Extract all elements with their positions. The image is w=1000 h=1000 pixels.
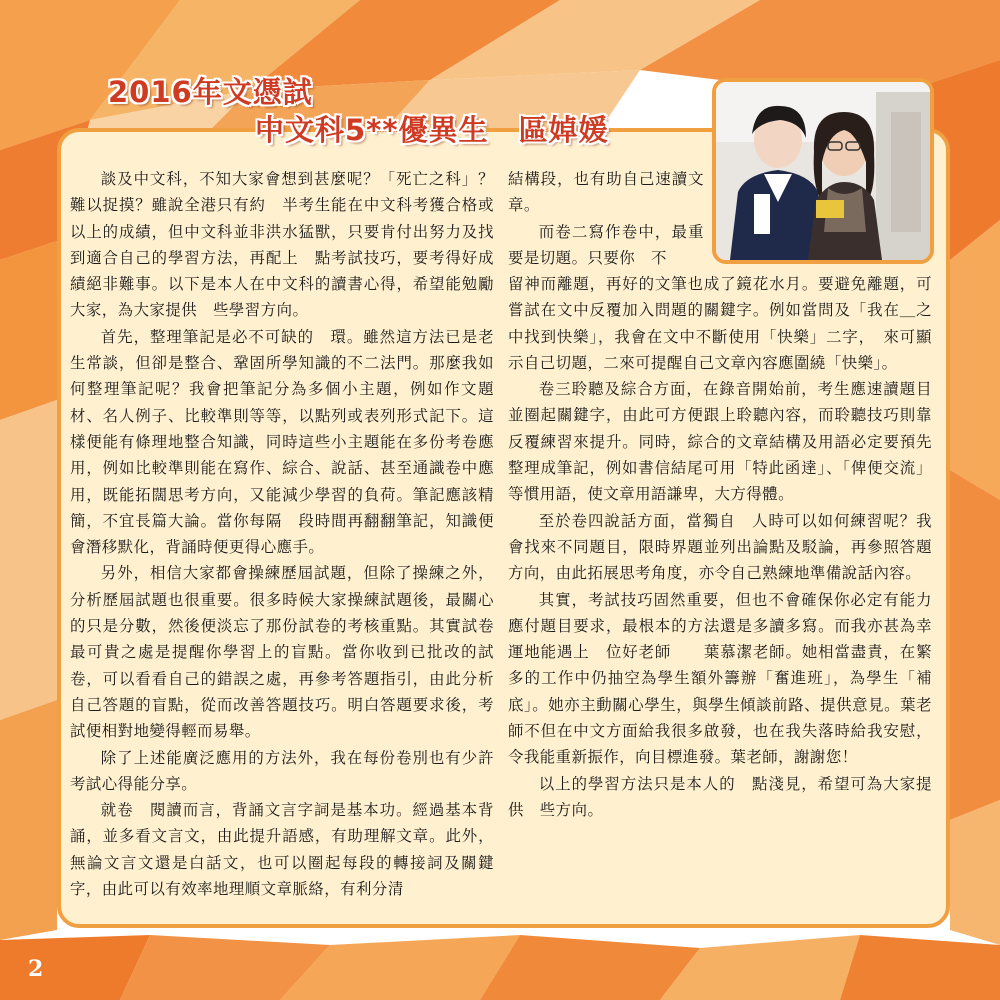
title-student-name: 中文科5**優異生 區婥媛	[255, 113, 609, 147]
paragraph: 而卷二寫作卷中，最重要是切題。只要你 不	[508, 222, 704, 267]
paragraph: 結構段，也有助自己速讀文章。	[508, 170, 704, 215]
title-year-exam: 2016年文憑試	[108, 75, 313, 109]
article-left-column	[70, 166, 494, 902]
article-right-top-column	[508, 166, 704, 271]
paragraph: 卷三聆聽及綜合方面，在錄音開始前，考生應速讀題目並圈起關鍵字，由此可方便跟上聆聽內容，而聆聽技巧則靠反覆練習來提升。同時，綜合的文章結構及用語必定要預先整理成筆記，例如書信結尾可用「特此函達」、「俾便交流」等慣用語，使文章用語謙卑，大方得體。	[508, 380, 932, 504]
page-number: 2	[28, 956, 44, 982]
paragraph: 談及中文科，不知大家會想到甚麼呢？「死亡之科」？難以捉摸？雖說全港只有約 半考生能在中文科考獲合格或以上的成績，但中文科並非洪水猛獸，只要肯付出努力及找到適合自己的學習方法，再配上 點考試技巧，要考得好成績絕非難事。以下是本人在中文科的讀書心得，希望能勉勵大家，為大家提供 些學習方向。	[70, 170, 494, 320]
paragraph: 以上的學習方法只是本人的 點淺見，希望可為大家提供 些方向。	[508, 774, 932, 819]
paragraph: 除了上述能廣泛應用的方法外，我在每份卷別也有少許考試心得能分享。	[70, 748, 494, 793]
paragraph: 首先，整理筆記是必不可缺的 環。雖然這方法已是老生常談，但卻是整合、鞏固所學知識的不二法門。那麼我如何整理筆記呢？我會把筆記分為多個小主題，例如作文題材、名人例子、比較準則等等，以點列或表列形式記下。這樣便能有條理地整合知識，同時這些小主題能在多份考卷應用，例如比較準則能在寫作、綜合、說話、甚至通識卷中應用，既能拓闊思考方向，又能減少學習的負荷。筆記應該精簡，不宜長篇大論。當你每隔 段時間再翻翻筆記，知識便會潛移默化，背誦時便更得心應手。	[70, 327, 494, 557]
student-teacher-photo	[712, 78, 934, 264]
paragraph: 至於卷四說話方面，當獨自 人時可以如何練習呢？我會找來不同題目，限時界題並列出論點及駁論，再參照答題方向，由此拓展思考角度，亦令自己熟練地準備說話內容。	[508, 511, 932, 583]
paragraph: 其實，考試技巧固然重要，但也不會確保你必定有能力應付題目要求，最根本的方法還是多讀多寫。而我亦甚為幸運地能遇上 位好老師 葉慕潔老師。她相當盡責，在繁多的工作中仍抽空為學生額外籌辦「奮進班」，為學生「補底」。她亦主動關心學生，與學生傾談前路、提供意見。葉老師不但在中文方面給我很多啟發，也在我失落時給我安慰，令我能重新振作，向目標進發。葉老師，謝謝您！	[508, 590, 932, 767]
photo-illustration	[716, 82, 930, 260]
paragraph: 就卷 閱讀而言，背誦文言字詞是基本功。經過基本背誦，並多看文言文，由此提升語感，有助理解文章。此外，無論文言文還是白話文，也可以圈起每段的轉接詞及關鍵字，由此可以有效率地理順文章脈絡，有利分清	[70, 801, 494, 899]
paragraph: 留神而離題，再好的文筆也成了鏡花水月。要避免離題，可嘗試在文中反覆加入問題的關鍵字。例如當問及「我在＿之中找到快樂」，我會在文中不斷使用「快樂」二字， 來可顯示自己切題，二來可提醒自己文章內容應圍繞「快樂」。	[508, 275, 932, 372]
paragraph: 另外，相信大家都會操練歷屆試題，但除了操練之外，分析歷屆試題也很重要。很多時候大家操練試題後，最關心的只是分數，然後便淡忘了那份試卷的考核重點。其實試卷最可貴之處是提醒你學習上的盲點。當你收到已批改的試卷，可以看看自己的錯誤之處，再參考答題指引，由此分析自己答題的盲點，從而改善答題技巧。明白答題要求後，考試便相對地變得輕而易舉。	[70, 564, 494, 741]
article-right-column	[508, 271, 932, 823]
